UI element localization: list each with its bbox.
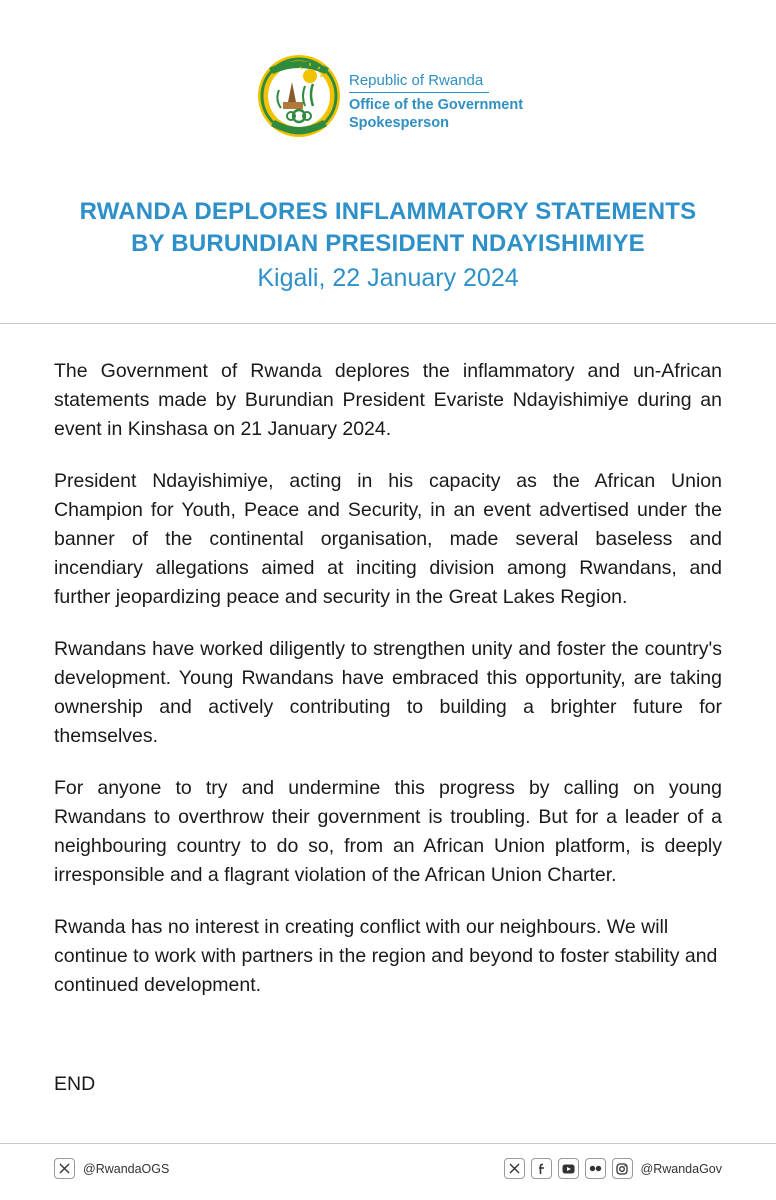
paragraph: The Government of Rwanda deplores the inflammatory and un-African statements made by Burundian President Evariste Ndayishimiye during an event in Kinshasa on 21 January 2024. [54, 360, 722, 440]
footer-social-left [54, 1158, 169, 1179]
office-name: Office of the Government [349, 97, 524, 113]
letterhead [0, 50, 776, 150]
instagram-icon[interactable] [612, 1158, 633, 1179]
country-name: Republic of Rwanda [349, 72, 489, 93]
headline-line-1: RWANDA DEPLORES INFLAMMATORY STATEMENTS [79, 198, 697, 225]
paragraph: Rwanda has no interest in creating conflict with our neighbours. We will continue to work with partners in the region and beyond to foster stability and continued development. [54, 916, 718, 996]
youtube-icon[interactable] [558, 1158, 579, 1179]
paragraph: Rwandans have worked diligently to strengthen unity and foster the country's development. Young Rwandans have embraced this opportunity, are taking ownership and actively contributing to building a brighter future for themselves. [54, 638, 722, 747]
top-divider [0, 323, 776, 324]
bottom-divider [0, 1143, 776, 1144]
x-icon[interactable] [54, 1158, 75, 1179]
ogs-handle[interactable]: @RwandaOGS [83, 1161, 170, 1176]
press-release-headline [0, 196, 776, 295]
statement-body [54, 357, 722, 1023]
headline-line-2: BY BURUNDIAN PRESIDENT NDAYISHIMIYE [131, 230, 645, 257]
paragraph: President Ndayishimiye, acting in his capacity as the African Union Champion for Youth, Peace and Security, in an event advertised under the banner of the continental organisation, made several baseless and incendiary allegations aimed at inciting division among Rwandans, and further jeopardizing peace and security in the Great Lakes Region. [54, 470, 722, 608]
gov-handle[interactable]: @RwandaGov [640, 1161, 722, 1176]
dateline: Kigali, 22 January 2024 [257, 264, 519, 292]
footer-social-right [504, 1158, 722, 1179]
office-role: Spokesperson [349, 115, 449, 131]
facebook-icon[interactable] [531, 1158, 552, 1179]
national-seal-logo [255, 50, 343, 146]
flickr-icon[interactable] [585, 1158, 606, 1179]
end-marker: END [54, 1073, 96, 1095]
paragraph: For anyone to try and undermine this progress by calling on young Rwandans to overthrow their government is troubling. But for a leader of a neighbouring country to do so, from an African Union platform, is deeply irresponsible and a flagrant violation of the African Union Charter. [54, 777, 722, 886]
x-icon[interactable] [504, 1158, 525, 1179]
office-block [349, 72, 523, 132]
